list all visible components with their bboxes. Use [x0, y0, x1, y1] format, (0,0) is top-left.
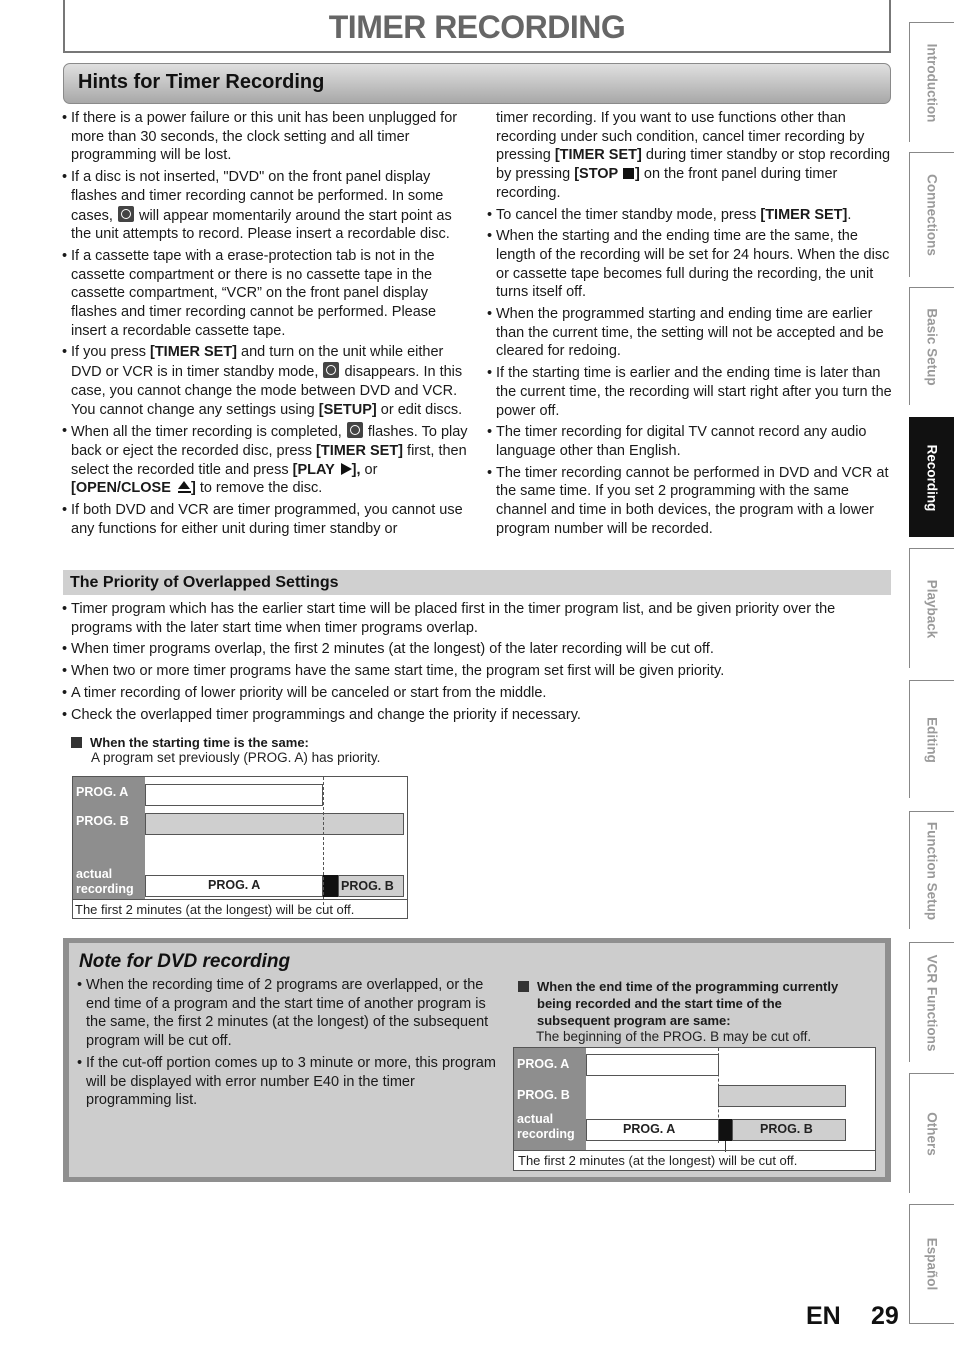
- tab-recording[interactable]: Recording: [909, 417, 954, 537]
- diagram-divider: [73, 899, 407, 900]
- priority-heading: The Priority of Overlapped Settings: [70, 574, 339, 591]
- hints-right-column: [487, 109, 897, 541]
- cut-off-segment: [323, 875, 339, 897]
- label-prog-b: PROG. B: [517, 1088, 570, 1102]
- tab-connections[interactable]: Connections: [909, 152, 954, 277]
- hint-item: • If there is a power failure or this unit has been unplugged for more than 30 seconds, the clock setting and all timer programming will be lost.: [62, 109, 472, 165]
- actual-prog-b-label: PROG. B: [760, 1122, 813, 1136]
- hint-item: • If both DVD and VCR are timer programmed, you cannot use any functions for either unit during timer standby or: [62, 501, 472, 538]
- square-bullet-icon: [71, 737, 82, 748]
- priority-heading-bar: [63, 570, 891, 595]
- hints-heading-bar: [63, 63, 891, 104]
- prog-b-bar: [145, 813, 404, 835]
- label-prog-b: PROG. B: [76, 814, 129, 828]
- label-actual-recording: actual recording: [517, 1112, 575, 1141]
- hint-item: • When the programmed starting and ending time are earlier than the current time, the setting will not be accepted and be cleared for redoing.: [487, 305, 897, 361]
- stop-icon: [623, 168, 634, 179]
- actual-prog-b-label: PROG. B: [341, 879, 394, 893]
- page-language: EN: [806, 1302, 841, 1330]
- actual-prog-a-label: PROG. A: [623, 1122, 676, 1136]
- tab-editing[interactable]: Editing: [909, 680, 954, 798]
- hint-item: • To cancel the timer standby mode, press [TIMER SET].: [487, 206, 897, 225]
- priority-item: • A timer recording of lower priority will be canceled or start from the middle.: [62, 684, 894, 703]
- end-start-heading: When the end time of the programming currently being recorded and the start time of the subsequent program are same:: [518, 978, 848, 1029]
- tab-basic-setup[interactable]: Basic Setup: [909, 287, 954, 405]
- tab-playback[interactable]: Playback: [909, 548, 954, 668]
- note-item: • When the recording time of 2 programs are overlapped, or the end time of a program and the start time of another program is the same, the first 2 minutes (at the longest) of the subsequent program will be cut off.: [77, 976, 497, 1051]
- hint-item: • If you press [TIMER SET] and turn on the unit while either DVD or VCR is in timer standby mode, disappears. In this case, you cannot change the mode between DVD and VCR. You cannot change any settings using [SETUP] or edit discs.: [62, 343, 472, 419]
- tab-espanol[interactable]: Español: [909, 1204, 954, 1324]
- priority-list: [62, 600, 894, 727]
- note-title: Note for DVD recording: [79, 951, 291, 972]
- page-title: TIMER RECORDING: [328, 9, 626, 45]
- priority-item: • Timer program which has the earlier start time will be placed first in the timer program list, and be given priority over the programs with the later start time when timer programs overlap.: [62, 600, 894, 637]
- prog-b-bar: [718, 1085, 846, 1107]
- overlap-diagram-end-start: [513, 1047, 876, 1171]
- section-tabs: [909, 22, 954, 1327]
- timer-clock-icon: [118, 206, 134, 222]
- hint-item: • If a disc is not inserted, "DVD" on the front panel display flashes and timer recording cannot be performed. In some cases, will appear momentarily around the start point as the unit attempts to record. Please insert a recordable disc.: [62, 168, 472, 244]
- note-item: • If the cut-off portion comes up to 3 minute or more, this program will be displayed with error number E40 in the timer programming list.: [77, 1054, 497, 1110]
- actual-prog-a-label: PROG. A: [208, 878, 261, 892]
- tab-vcr-functions[interactable]: VCR Functions: [909, 942, 954, 1062]
- play-icon: [341, 463, 352, 475]
- cut-off-segment: [719, 1119, 733, 1141]
- page-number: 29: [871, 1302, 899, 1330]
- same-start-heading: When the starting time is the same:: [71, 735, 309, 750]
- hint-item: • The timer recording for digital TV cannot record any audio language other than English.: [487, 423, 897, 460]
- diagram-divider: [514, 1150, 875, 1151]
- priority-item: • When two or more timer programs have the same start time, the program set first will be given priority.: [62, 662, 894, 681]
- timer-clock-icon: [347, 422, 363, 438]
- start-time-guide: [323, 777, 324, 905]
- tab-function-setup[interactable]: Function Setup: [909, 811, 954, 929]
- hint-item: • The timer recording cannot be performed in DVD and VCR at the same time. If you set 2 programming with the same channel and time in both devices, the program with a lower program number will be recorded.: [487, 464, 897, 539]
- hints-heading: Hints for Timer Recording: [78, 71, 325, 93]
- tab-introduction[interactable]: Introduction: [909, 22, 954, 142]
- diagram-caption: The first 2 minutes (at the longest) will be cut off.: [75, 902, 355, 917]
- diagram-caption: The first 2 minutes (at the longest) will be cut off.: [518, 1153, 798, 1168]
- same-start-desc: A program set previously (PROG. A) has priority.: [91, 750, 381, 765]
- label-prog-a: PROG. A: [517, 1057, 570, 1071]
- hints-left-column: [62, 109, 472, 541]
- priority-item: • Check the overlapped timer programmings and change the priority if necessary.: [62, 706, 894, 725]
- hint-item-continued: timer recording. If you want to use functions other than recording under such condition, cancel timer recording by pressing [TIMER SET] during timer standby or stop recording by pressing [STOP ] on the front panel during timer recording.: [496, 110, 891, 201]
- tab-others[interactable]: Others: [909, 1073, 954, 1193]
- overlap-diagram-same-start: [72, 776, 408, 919]
- hint-item: • If the starting time is earlier and the ending time is later than the current time, the recording will start right after you turn the power off.: [487, 364, 897, 420]
- eject-icon: [178, 481, 191, 493]
- end-start-guide: [718, 1048, 719, 1143]
- hint-item: • If a cassette tape with a erase-protection tab is not in the cassette compartment or there is no cassette tape in the cassette compartment, “VCR” on the front panel display flashes and timer recording cannot be performed. Please insert a recordable cassette tape.: [62, 247, 472, 341]
- note-list: [77, 976, 497, 1113]
- hint-item: • When the starting and the ending time are the same, the length of the recording will be set for 24 hours. When the disc or cassette tape becomes full during the recording, the unit turns itself off.: [487, 227, 897, 302]
- square-bullet-icon: [518, 981, 529, 992]
- timer-clock-icon: [323, 362, 339, 378]
- label-actual-recording: actual recording: [76, 867, 134, 896]
- label-prog-a: PROG. A: [76, 785, 129, 799]
- end-start-desc: The beginning of the PROG. B may be cut off.: [536, 1029, 812, 1044]
- priority-item: • When timer programs overlap, the first 2 minutes (at the longest) of the later recording will be cut off.: [62, 640, 894, 659]
- prog-a-bar: [586, 1054, 719, 1076]
- prog-a-bar: [145, 784, 323, 806]
- hint-item: • When all the timer recording is completed, flashes. To play back or eject the recorded disc, press [TIMER SET] first, then select the recorded title and press [PLAY ], or [OPEN/CLOSE ] to remove the disc.: [62, 422, 472, 498]
